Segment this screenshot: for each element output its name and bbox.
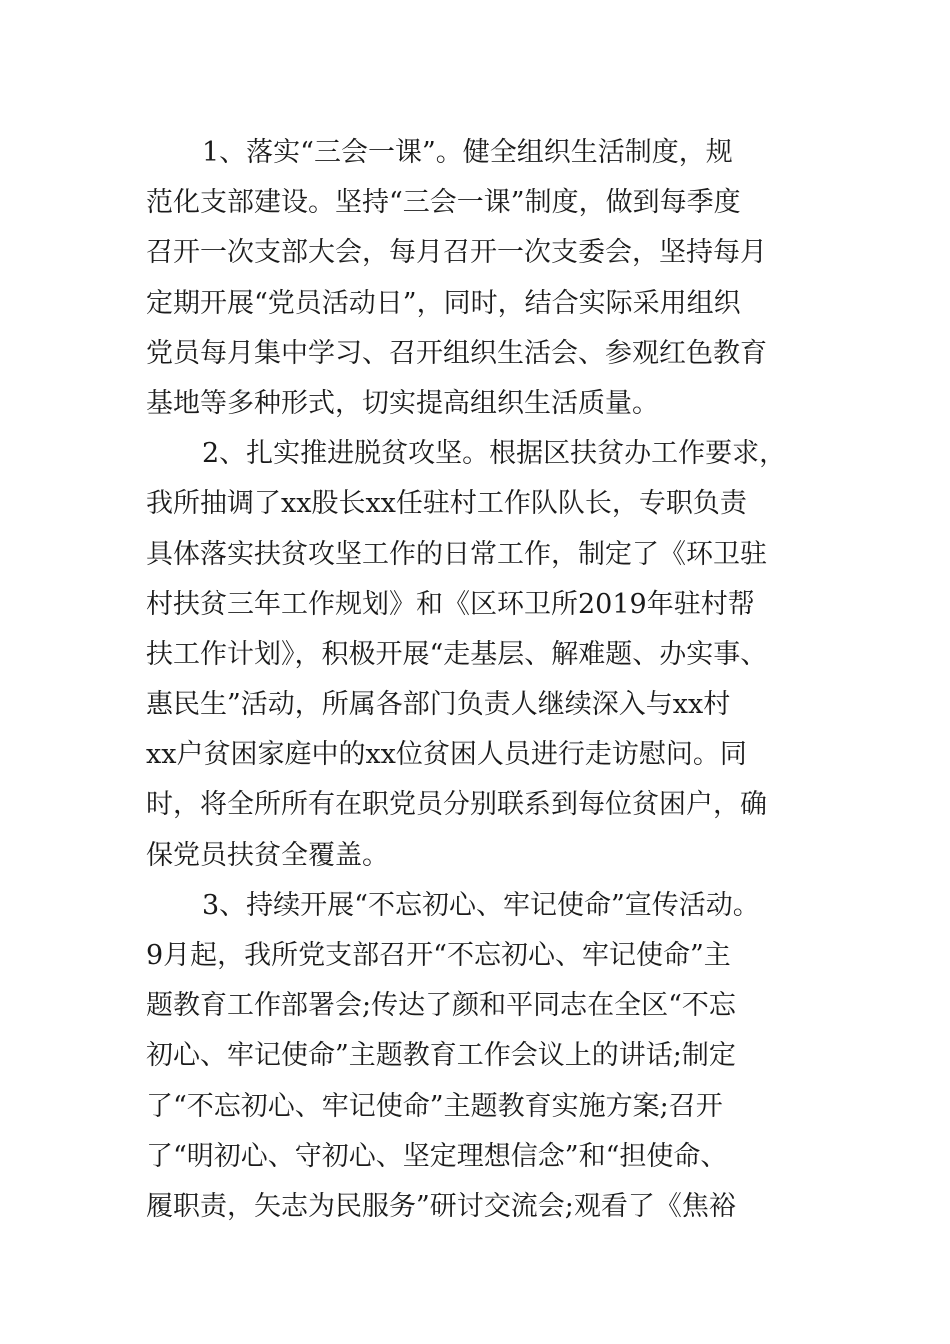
paragraph-line: 党员每月集中学习、召开组织生活会、参观红色教育 — [146, 337, 767, 369]
paragraph-line: 初心、牢记使命”主题教育工作会议上的讲话;制定 — [146, 1040, 736, 1072]
paragraph-line: xx户贫困家庭中的xx位贫困人员进行走访慰问。同 — [146, 739, 747, 771]
paragraph-line: 召开一次支部大会，每月召开一次支委会，坚持每月 — [146, 237, 767, 269]
paragraph-line: 9月起，我所党支部召开“不忘初心、牢记使命”主 — [146, 940, 731, 971]
paragraph-line: 扶工作计划》，积极开展“走基层、解难题、办实事、 — [146, 638, 768, 670]
paragraph-line: 范化支部建设。坚持“三会一课”制度，做到每季度 — [146, 187, 741, 219]
paragraph-line: 时，将全所所有在职党员分别联系到每位贫困户，确 — [146, 789, 767, 821]
paragraph-2 — [146, 429, 826, 881]
document-body — [146, 128, 826, 1232]
paragraph-line: 1、落实“三会一课”。健全组织生活制度，规 — [202, 137, 733, 168]
paragraph-line: 我所抽调了xx股长xx任驻村工作队队长，专职负责 — [146, 488, 747, 520]
paragraph-line: 保党员扶贫全覆盖。 — [146, 839, 389, 871]
paragraph-line: 了“明初心、守初心、坚定理想信念”和“担使命、 — [146, 1140, 728, 1172]
paragraph-1 — [146, 128, 826, 429]
paragraph-line: 具体落实扶贫攻坚工作的日常工作，制定了《环卫驻 — [146, 538, 767, 570]
paragraph-line: 定期开展“党员活动日”，同时，结合实际采用组织 — [146, 287, 741, 319]
paragraph-line: 3、持续开展“不忘初心、牢记使命”宣传活动。 — [202, 889, 760, 921]
paragraph-line: 题教育工作部署会;传达了颜和平同志在全区“不忘 — [146, 990, 736, 1022]
paragraph-line: 了“不忘初心、牢记使命”主题教育实施方案;召开 — [146, 1090, 723, 1122]
paragraph-3 — [146, 881, 826, 1232]
paragraph-line: 履职责，矢志为民服务”研讨交流会;观看了《焦裕 — [146, 1190, 736, 1222]
paragraph-line: 基地等多种形式，切实提高组织生活质量。 — [146, 387, 659, 419]
paragraph-line: 惠民生”活动，所属各部门负责人继续深入与xx村 — [146, 689, 731, 721]
paragraph-line: 2、扎实推进脱贫攻坚。根据区扶贫办工作要求， — [202, 438, 787, 470]
paragraph-line: 村扶贫三年工作规划》和《区环卫所2019年驻村帮 — [146, 588, 755, 620]
